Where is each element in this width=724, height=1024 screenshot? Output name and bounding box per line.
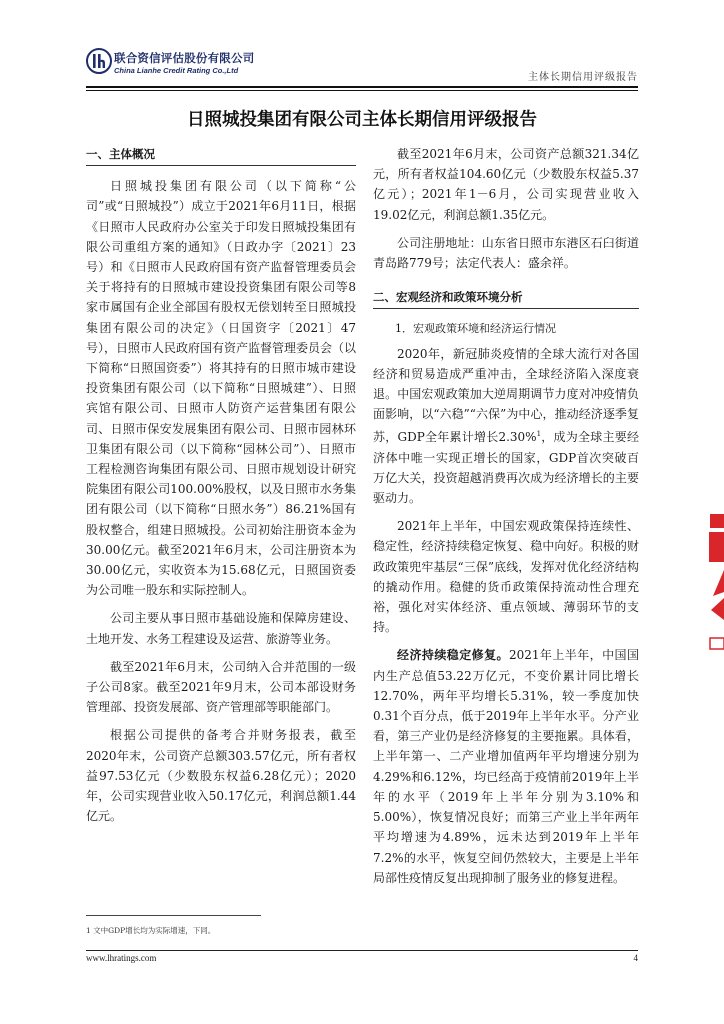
footnote-divider [86, 915, 261, 916]
paragraph [373, 645, 639, 887]
footer-url: www.lhratings.com [86, 953, 157, 963]
company-name-en: China Lianhe Credit Rating Co.,Ltd [114, 66, 239, 75]
seal-stamp-icon [707, 510, 724, 660]
paragraph: 截至2021年6月末，公司纳入合并范围的一级子公司8家。截至2021年9月末，公司本部设财务管理部、投资发展部、资产管理部等职能部门。 [86, 659, 356, 715]
header-divider [86, 86, 638, 88]
right-column [373, 144, 639, 896]
paragraph: 公司注册地址：山东省日照市东港区石臼街道青岛路779号；法定代表人：盛余祥。 [373, 235, 639, 271]
left-column [86, 144, 356, 835]
paragraph: 根据公司提供的备考合并财务报表，截至2020年末，公司资产总额303.57亿元，所有者权益97.53亿元（少数股东权益6.28亿元）；2020年，公司实现营业收入50.17亿元，利润总额1.44亿元。 [86, 728, 356, 824]
section-heading-overview: 一、主体概况 [86, 144, 356, 166]
company-logo-icon [86, 48, 112, 74]
paragraph-text: ，成为全球主要经济体中唯一实现正增长的国家，GDP首次突破百万亿大关，投资超越消费再次成为经济增长的主要驱动力。 [373, 430, 639, 506]
paragraph-text: 2021年上半年，中国国内生产总值53.22万亿元，不变价累计同比增长12.70%，两年平均增长5.31%，较一季度加快0.31个百分点，低于2019年上半年水平。分产业看，第三产业仍是经济修复的主要拖累。具体看，上半年第一、二产业增加值两年平均增速分别为4.29%和6.12%，均已经高于疫情前2019年上半年的水平（2019年上半年分别为3.10%和5.00%），恢复情况良好；而第三产业上半年两年平均增速为4.89%，远未达到2019年上半年7.2%的水平，恢复空间仍然较大，主要是上半年局部性疫情反复出现抑制了服务业的修复进程。 [373, 648, 639, 885]
subsection-heading: 1．宏观政策环境和经济运行情况 [395, 322, 556, 336]
page-title: 日照城投集团有限公司主体长期信用评级报告 [187, 110, 537, 130]
paragraph: 日照城投集团有限公司（以下简称“公司”或“日照城投”）成立于2021年6月11日，根据《日照市人民政府办公室关于印发日照城投集团有限公司重组方案的通知》（日政办字〔2021〕23号）和《日照市人民政府国有资产监督管理委员会关于将持有的日照城市建设投资集团有限公司等8家市属国有企业全部国有股权无偿划转至日照城投集团有限公司的决定》（日国资字〔2021〕47号），日照市人民政府国有资产监督管理委员会（以下简称“日照国资委”）将其持有的日照市城市建设投资集团有限公司（以下简称“日照城建”）、日照宾馆有限公司、日照市人防资产运营集团有限公司、日照市保安发展集团有限公司、日照市园林环卫集团有限公司（以下简称“园林公司”）、日照市工程检测咨询集团有限公司、日照市规划设计研究院集团有限公司100.00%股权，以及日照市水务集团有限公司（以下简称“日照水务”）86.21%国有股权整合，组建日照城投。公司初始注册资本金为30.00亿元。截至2021年6月末，公司注册资本为30.00亿元，实收资本为15.68亿元，日照国资委为公司唯一股东和实际控制人。 [86, 179, 357, 598]
header-divider-thin [86, 90, 638, 91]
footnote: 1 文中GDP增长均为实际增速，下同。 [86, 926, 216, 935]
report-type-label: 主体长期信用评级报告 [528, 72, 638, 83]
paragraph: 2021年上半年，中国宏观政策保持连续性、稳定性，经济持续稳定恢复、稳中向好。积极的财政政策兜牢基层“三保”底线，发挥对优化经济结构的撬动作用。稳健的货币政策保持流动性合理充裕，强化对实体经济、重点领域、薄弱环节的支持。 [373, 519, 639, 635]
section-heading-macro: 二、宏观经济和政策环境分析 [373, 287, 639, 309]
paragraph: 截至2021年6月末，公司资产总额321.34亿元，所有者权益104.60亿元（少数股东权益5.37亿元）；2021年1－6月，公司实现营业收入19.02亿元，利润总额1.35亿元。 [373, 147, 639, 222]
footnote-marker: 1 [536, 430, 542, 439]
paragraph: 公司主要从事日照市基础设施和保障房建设、土地开发、水务工程建设及运营、旅游等业务。 [86, 611, 356, 646]
paragraph [373, 344, 639, 509]
company-name-cn: 联合资信评估股份有限公司 [114, 51, 255, 65]
paragraph-text: 2020年，新冠肺炎疫情的全球大流行对各国经济和贸易造成严重冲击，全球经济陷入深度衰退。中国宏观政策加大逆周期调节力度对冲疫情负面影响，以“六稳”“六保”为中心，推动经济逐季复苏，GDP全年累计增长2.30% [373, 346, 639, 445]
footer-divider [86, 950, 638, 951]
bold-lead: 经济持续稳定修复。 [397, 648, 509, 663]
page-number: 4 [633, 953, 638, 963]
